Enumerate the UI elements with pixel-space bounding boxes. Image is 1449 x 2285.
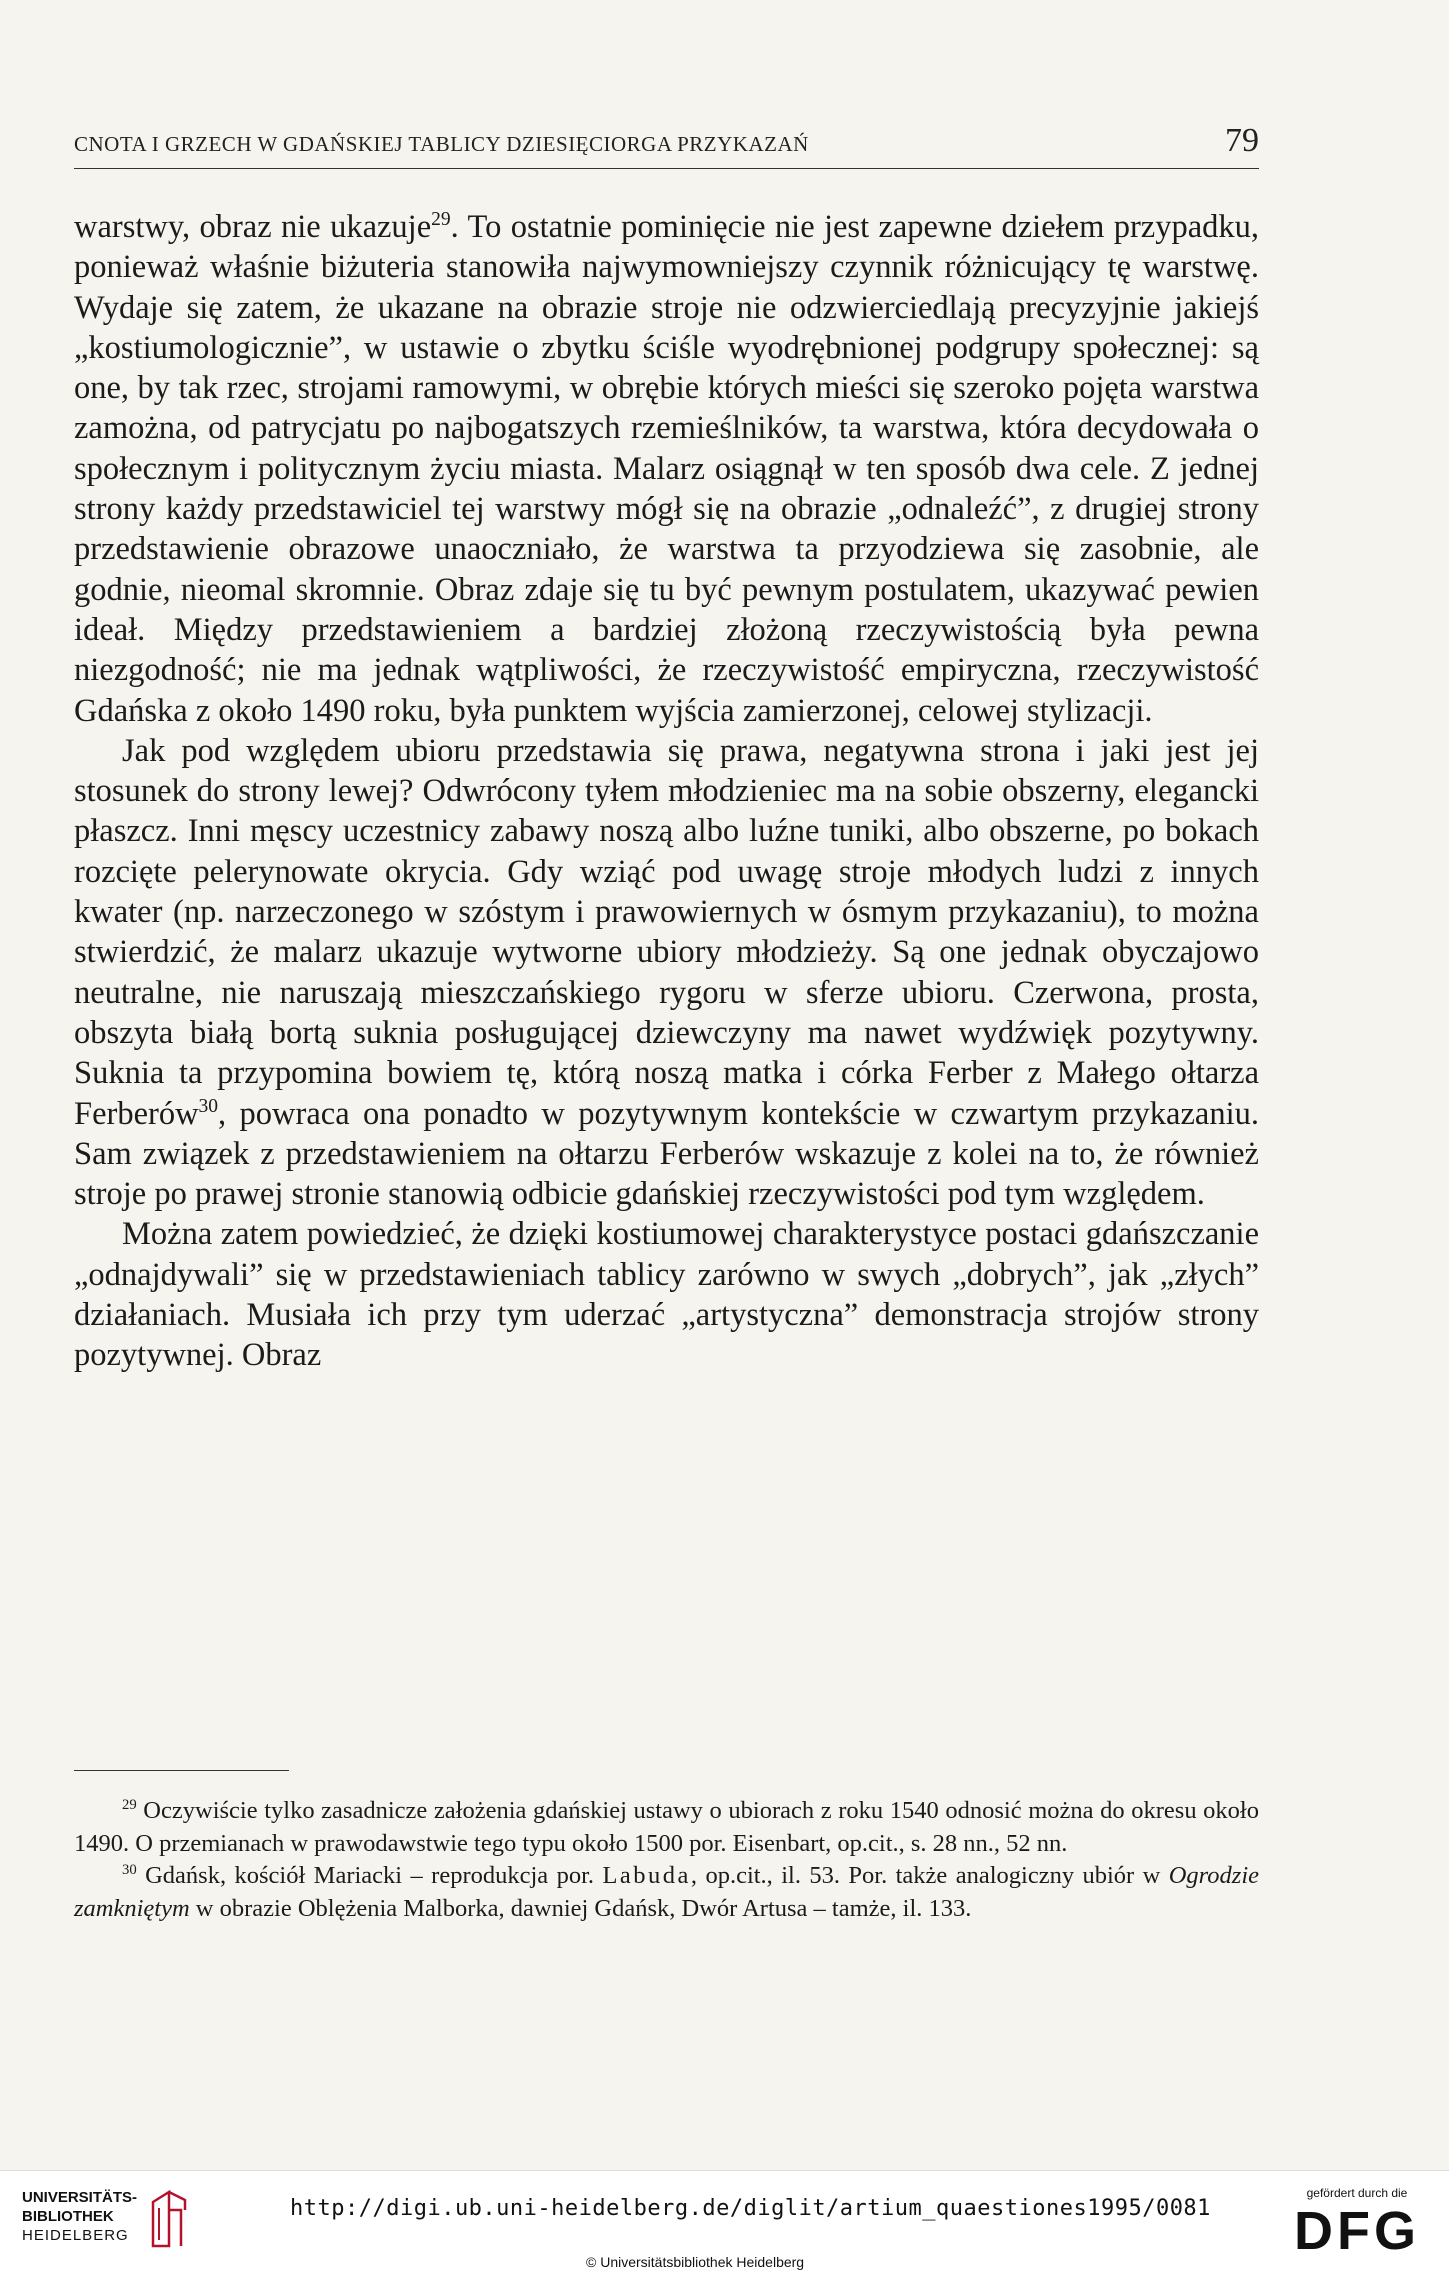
footnote-ref-29: 29 xyxy=(431,209,451,231)
paragraph-text: , powraca ona ponadto w pozytywnym kontekście w czwartym przykazaniu. Sam związek z przedstawieniem na ołtarzu Ferberów wskazuje z kolei na to, że również stroje po prawej stronie stanowią odbicie gdańskiej rzeczywistości pod tym względem. xyxy=(74,1095,1259,1213)
footnote-text: w obrazie Oblężenia Malborka, dawniej Gdańsk, Dwór Artusa – tamże, il. 133. xyxy=(189,1894,972,1922)
paragraph-text: warstwy, obraz nie ukazuje xyxy=(74,209,432,245)
paragraph-text: Jak pod względem ubioru przedstawia się prawa, negatywna strona i jaki jest jej stosunek do strony lewej? Odwrócony tyłem młodzieniec ma na sobie obszerny, elegancki płaszcz. Inni męscy uczestnicy zabawy noszą albo luźne tuniki, albo obszerne, po bokach rozcięte pelerynowate okrycia. Gdy wziąć pod uwagę stroje młodych ludzi z innych kwater (np. narzeczonego w szóstym i prawowiernych w ósmym przykazaniu), to można stwierdzić, że malarz ukazuje wytworne ubiory młodzieży. Są one jednak obyczajowo neutralne, nie naruszają mieszczańskiego rygoru w sferze ubioru. Czerwona, prosta, obszyta białą bortą suknia posługującej dziewczyny ma nawet wydźwięk pozytywny. Suknia ta przypomina bowiem tę, którą noszą matka i córka Ferber z Małego ołtarza Ferberów xyxy=(74,732,1259,1132)
copyright-notice: © Universitätsbibliothek Heidelberg xyxy=(586,2254,805,2270)
library-name-line: BIBLIOTHEK xyxy=(22,2208,114,2225)
footnote-author: Labuda xyxy=(602,1862,691,1889)
footnote-text: , op.cit., il. 53. Por. także analogiczny ubiór w xyxy=(690,1862,1169,1889)
paragraph-2 xyxy=(74,731,1259,1215)
dfg-caption: gefördert durch die xyxy=(1306,2186,1408,2200)
footnote-text: Gdańsk, kościół Mariacki – reprodukcja por. xyxy=(136,1862,603,1889)
paragraph-1 xyxy=(74,207,1259,731)
paragraph-text: . To ostatnie pominięcie nie jest zapewne dziełem przypadku, ponieważ właśnie biżuteria stanowiła najwymowniejszy czynnik różnicujący tę warstwę. Wydaje się zatem, że ukazane na obrazie stroje nie odzwierciedlają precyzyjnie jakiejś „kostiumologicznie”, w ustawie o zbytku ściśle wyodrębnionej podgrupy społecznej: są one, by tak rzec, strojami ramowymi, w obrębie których mieści się szeroko pojęta warstwa zamożna, od patrycjatu po najbogatszych rzemieślników, ta warstwa, która decydowała o społecznym i politycznym życiu miasta. Malarz osiągnął w ten sposób dwa cele. Z jednej strony każdy przedstawiciel tej warstwy mógł się na obrazie „odnaleźć”, z drugiej strony przedstawienie obrazowe unaoczniało, że warstwa ta przyodziewa się zasobnie, ale godnie, nieomal skromnie. Obraz zdaje się tu być pewnym postulatem, ukazywać pewien ideał. Między przedstawieniem a bardziej złożoną rzeczywistością była pewna niezgodność; nie ma jednak wątpliwości, że rzeczywistość empiryczna, rzeczywistość Gdańska z około 1490 roku, była punktem wyjścia zamierzonej, celowej stylizacji. xyxy=(74,209,1260,729)
page-number: 79 xyxy=(1225,122,1259,159)
library-logo[interactable] xyxy=(22,2188,191,2250)
footnote-29 xyxy=(74,1795,1259,1860)
paragraph-3: Można zatem powiedzieć, że dzięki kostiumowej charakterystyce postaci gdańszczanie „odnajdywali” się w przedstawieniach tablicy zarówno w swych „dobrych”, jak „złych” działaniach. Musiała ich przy tym uderzać „artystyczna” demonstracja strojów strony pozytywnej. Obraz xyxy=(74,1216,1259,1374)
footnote-divider xyxy=(74,1770,289,1771)
library-name-line: UNIVERSITÄTS- xyxy=(22,2189,138,2206)
footnote-number: 30 xyxy=(122,1861,137,1878)
dfg-logo: DFG xyxy=(1294,2201,1420,2261)
dfg-funding-badge[interactable] xyxy=(1282,2186,1432,2262)
running-title: CNOTA I GRZECH W GDAŃSKIEJ TABLICY DZIESIĘCIORGA PRZYKAZAŃ xyxy=(74,132,809,156)
library-name-line: HEIDELBERG xyxy=(22,2227,129,2244)
footnotes xyxy=(74,1795,1259,1925)
library-emblem-icon xyxy=(147,2188,191,2250)
library-name xyxy=(22,2188,137,2245)
footnote-ref-30: 30 xyxy=(198,1095,219,1117)
running-head xyxy=(74,122,1259,169)
permalink-url[interactable]: http://digi.ub.uni-heidelberg.de/diglit/artium_quaestiones1995/0081 xyxy=(290,2196,1211,2221)
footnote-text: Oczywiście tylko zasadnicze założenia gdańskiej ustawy o ubiorach z roku 1540 odnosić można do okresu około 1490. O przemianach w prawodawstwie tego typu około 1500 por. Eisenbart, op.cit., s. 28 nn., 52 nn. xyxy=(74,1797,1259,1857)
body-text xyxy=(74,207,1259,1376)
footnote-30 xyxy=(74,1860,1259,1925)
footnote-number: 29 xyxy=(122,1796,137,1813)
footnote-italic-title: Ogrodzie zamkniętym xyxy=(74,1862,1260,1922)
